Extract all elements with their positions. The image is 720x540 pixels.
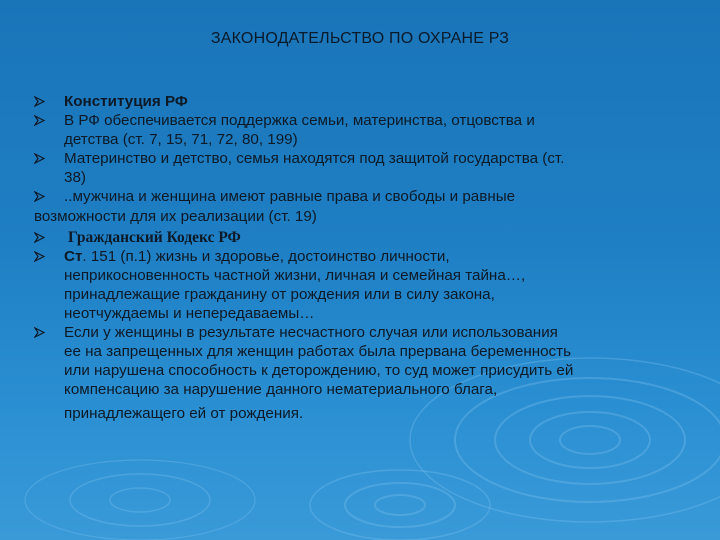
list-item [34,247,684,323]
bullet-list [34,92,684,423]
list-item [34,92,684,111]
list-item-line: Материнство и детство, семья находятся под защитой государства (ст. [64,150,565,168]
list-item-text: Гражданский Кодекс РФ [68,228,241,246]
arrow-bullet-icon [34,149,48,168]
arrow-bullet-icon [34,323,48,342]
arrow-bullet-icon [34,111,48,130]
list-item [34,226,684,247]
list-item-line: возможности для их реализации (ст. 19) [34,207,317,225]
list-item-line: неприкосновенность частной жизни, личная и семейная тайна…, [64,266,526,284]
list-item-line: неотчуждаемы и непередаваемы… [64,305,315,323]
list-item [34,149,684,187]
list-item-line: принадлежащие гражданину от рождения или в силу закона, [64,285,495,303]
list-item [34,187,684,225]
list-item-line: или нарушена способность к деторождению, то суд может присудить ей [64,362,574,380]
list-item-line-rest: . 151 (п.1) жизнь и здоровье, достоинство личности, [82,247,450,265]
arrow-bullet-icon [34,228,48,247]
arrow-bullet-icon [34,247,48,266]
list-item-line: 38) [64,169,86,187]
list-item-line: детства (ст. 7, 15, 71, 72, 80, 199) [64,131,298,149]
arrow-bullet-icon [34,92,48,111]
slide-title: ЗАКОНОДАТЕЛЬСТВО ПО ОХРАНЕ РЗ [210,30,510,47]
list-item-line: В РФ обеспечивается поддержка семьи, материнства, отцовства и [64,112,535,130]
list-item-line: Если у женщины в результате несчастного случая или использования [64,324,558,342]
list-item [34,323,684,422]
list-item-line [64,247,684,266]
list-item-line: ее на запрещенных для женщин работах была прервана беременность [64,343,572,361]
article-prefix: Ст [64,247,83,265]
arrow-bullet-icon [34,187,48,206]
list-item-line: компенсацию за нарушение данного нематериального блага, [64,381,498,399]
list-item-text: Конституция РФ [64,93,188,110]
list-item [34,111,684,149]
list-item-line: ..мужчина и женщина имеют равные права и свободы и равные [64,188,516,206]
list-item-line: принадлежащего ей от рождения. [64,404,304,422]
